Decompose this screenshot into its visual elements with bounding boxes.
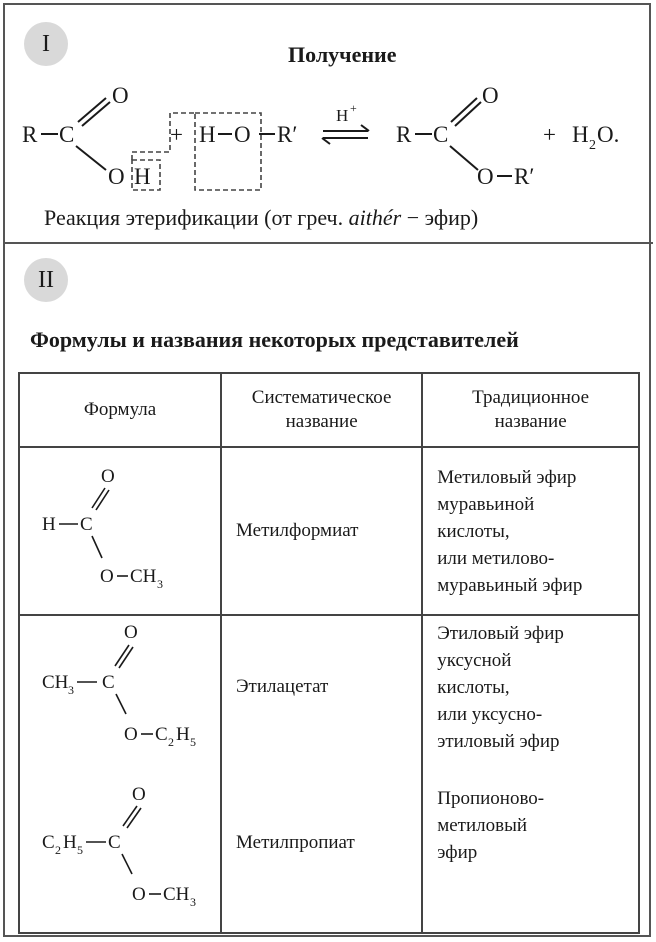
plus-1: + (170, 122, 183, 147)
h-left: H (134, 164, 151, 189)
section-title-2: Формулы и названия некоторых представителей (30, 327, 519, 352)
formula-cell-2-3 (19, 615, 221, 933)
alcohol-o: O (234, 122, 251, 147)
table-header-row (19, 373, 639, 447)
svg-text:5: 5 (77, 843, 83, 857)
svg-text:C: C (102, 672, 115, 693)
r-left: R (22, 122, 38, 147)
caption-prefix: Реакция этерификации (от греч. (44, 205, 349, 230)
table-row (19, 447, 639, 615)
water-sub: 2 (589, 138, 596, 153)
svg-text:CH: CH (130, 566, 157, 587)
svg-text:O: O (124, 724, 138, 745)
section-badge-2: II (24, 258, 68, 302)
reaction-caption (44, 205, 478, 231)
svg-text:5: 5 (190, 735, 196, 749)
svg-text:H: H (63, 832, 77, 853)
section-title-1: Получение (288, 42, 397, 67)
o-top-right: O (482, 83, 499, 108)
plus-2: + (543, 122, 556, 147)
table-row (19, 615, 639, 933)
section-divider (3, 242, 653, 244)
svg-text:C: C (80, 514, 93, 535)
alcohol-h: H (199, 122, 216, 147)
header-formula: Формула (19, 373, 221, 447)
svg-text:2: 2 (55, 843, 61, 857)
traditional-name-3: Пропионово- метиловый эфир (437, 788, 545, 863)
traditional-name-2: Этиловый эфир уксусной кислоты, или уксусно- этиловый эфир (437, 623, 564, 752)
svg-text:3: 3 (190, 895, 196, 909)
svg-text:H: H (176, 724, 190, 745)
r-prime-right: R′ (514, 164, 535, 189)
svg-text:O: O (101, 466, 115, 487)
header-traditional: Традиционное название (422, 373, 639, 447)
caption-suffix: − эфир) (401, 205, 479, 230)
r-right: R (396, 122, 412, 147)
systematic-name-1: Метилформиат (221, 447, 422, 615)
catalyst-charge: + (350, 101, 357, 115)
svg-text:O: O (132, 784, 146, 805)
traditional-name-1: Метиловый эфир муравьиной кислоты, или метилово- муравьиный эфир (422, 447, 639, 615)
c-right: C (433, 122, 449, 147)
svg-text:C: C (155, 724, 168, 745)
water-h: H (572, 122, 589, 147)
svg-text:3: 3 (68, 683, 74, 697)
catalyst: H (336, 106, 349, 125)
traditional-name-2-3 (422, 615, 639, 933)
svg-text:CH: CH (163, 884, 190, 905)
svg-text:CH: CH (42, 672, 69, 693)
o-bottom-left: O (108, 164, 125, 189)
section-badge-1: I (24, 22, 68, 66)
svg-text:C: C (108, 832, 121, 853)
systematic-name-2: Этилацетат (236, 676, 329, 697)
svg-text:3: 3 (157, 577, 163, 591)
svg-text:O: O (100, 566, 114, 587)
ethyl-acetate-and-methyl-propionate-formulas (20, 616, 220, 926)
svg-text:2: 2 (168, 735, 174, 749)
svg-text:H: H (42, 514, 56, 535)
c-left: C (59, 122, 75, 147)
systematic-name-2-3 (221, 615, 422, 933)
methyl-formate-formula (20, 448, 220, 608)
formula-cell-1 (19, 447, 221, 615)
caption-greek-word: aithér (348, 205, 402, 230)
o-top-left: O (112, 83, 129, 108)
svg-text:O: O (124, 622, 138, 643)
header-systematic: Систематическое название (221, 373, 422, 447)
water-o: O. (597, 122, 620, 147)
alcohol-r: R′ (277, 122, 298, 147)
esterification-reaction (0, 0, 656, 200)
svg-text:O: O (132, 884, 146, 905)
o-bottom-right: O (477, 164, 494, 189)
systematic-name-3: Метилпропиат (236, 832, 355, 853)
svg-text:C: C (42, 832, 55, 853)
esters-table (18, 372, 640, 934)
